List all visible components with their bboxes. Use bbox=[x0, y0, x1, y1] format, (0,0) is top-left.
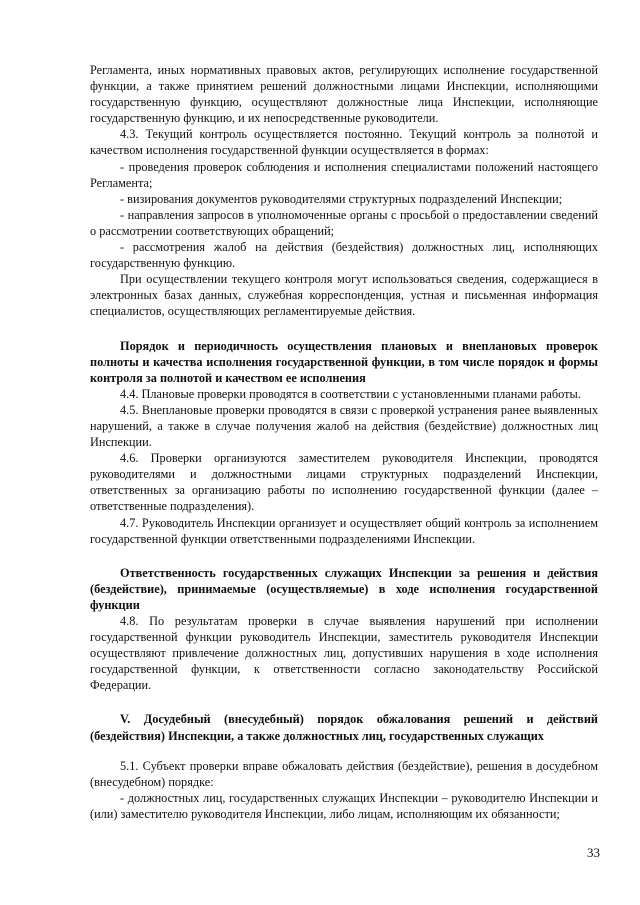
paragraph-4-8: 4.8. По результатам проверки в случае выявления нарушений при исполнении государственной функции руководитель Инспекции, заместитель руководителя Инспекции осуществляют привлечение должностных лиц, допустивших нарушения в ходе исполнения государственной функции, к ответственности согласно законодательству Российской Федерации. bbox=[90, 614, 598, 693]
paragraph-current-control-info: При осуществлении текущего контроля могут использоваться сведения, содержащиеся в электронных базах данных, служебная корреспонденция, устная и письменная информация специалистов, осуществляющих регламентируемые действия. bbox=[90, 272, 598, 319]
paragraph-4-3: 4.3. Текущий контроль осуществляется постоянно. Текущий контроль за полнотой и качеством исполнения государственной функции осуществляется в формах: bbox=[90, 127, 598, 158]
list-item-visa: - визирования документов руководителями структурных подразделений Инспекции; bbox=[120, 191, 563, 206]
document-page bbox=[90, 62, 598, 822]
list-item-complaints: - рассмотрения жалоб на действия (бездействия) должностных лиц, исполняющих государственную функцию. bbox=[90, 240, 598, 271]
paragraph-4-4: 4.4. Плановые проверки проводятся в соответствии с установленными планами работы. bbox=[120, 386, 581, 401]
list-item-checks: - проведения проверок соблюдения и исполнения специалистами положений настоящего Регламента; bbox=[90, 159, 598, 190]
section-heading-periodic-checks: Порядок и периодичность осуществления плановых и внеплановых проверок полноты и качества исполнения государственной функции, в том числе порядок и формы контроля за полнотой и качеством ее исполнения bbox=[90, 338, 598, 385]
paragraph-regulation-continuation: Регламента, иных нормативных правовых актов, регулирующих исполнение государственной функции, а также принятием решений должностными лицами Инспекции, исполняющими государственную функцию, осуществляют должностные лица Инспекции, исполняющие государственную функцию, и их непосредственные руководители. bbox=[90, 63, 598, 126]
paragraph-5-1: 5.1. Субъект проверки вправе обжаловать действия (бездействие), решения в досудебном (внесудебном) порядке: bbox=[90, 758, 598, 789]
paragraph-4-7: 4.7. Руководитель Инспекции организует и осуществляет общий контроль за исполнением государственной функции ответственными подразделениями Инспекции. bbox=[90, 515, 598, 546]
section-heading-v-appeal: V. Досудебный (внесудебный) порядок обжалования решений и действий (бездействия) Инспекции, а также должностных лиц, государственных служащих bbox=[90, 712, 598, 743]
page-number: 33 bbox=[587, 845, 600, 860]
section-heading-responsibility: Ответственность государственных служащих Инспекции за решения и действия (бездействие), принимаемые (осуществляемые) в ходе исполнения государственной функции bbox=[90, 565, 598, 612]
paragraph-4-5: 4.5. Внеплановые проверки проводятся в связи с проверкой устранения ранее выявленных нарушений, а также в случае получения жалоб на действия (бездействие) должностных лиц Инспекции. bbox=[90, 402, 598, 450]
list-item-requests: - направления запросов в уполномоченные органы с просьбой о предоставлении сведений о рассмотрении соответствующих обращений; bbox=[90, 207, 598, 238]
paragraph-4-6: 4.6. Проверки организуются заместителем руководителя Инспекции, проводятся руководителями и должностными лицами структурных подразделений Инспекции, ответственных за организацию работы по исполнению государственной функции (далее – ответственные подразделения). bbox=[90, 451, 598, 514]
list-item-appeal-officials: - должностных лиц, государственных служащих Инспекции – руководителю Инспекции и (или) заместителю руководителя Инспекции, либо лицам, исполняющим их обязанности; bbox=[90, 790, 598, 821]
